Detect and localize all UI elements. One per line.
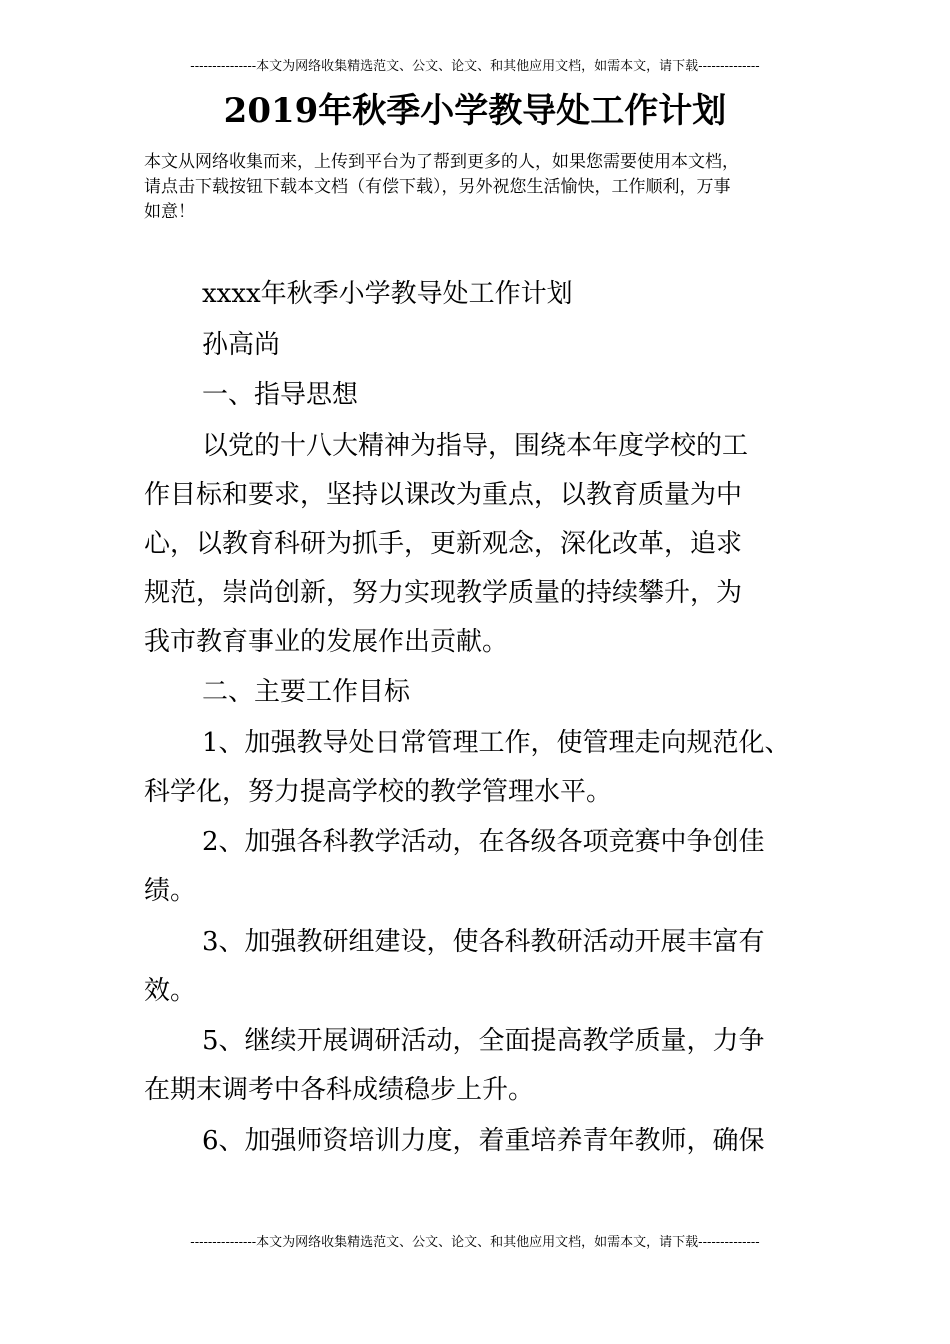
- body-line: 效。: [144, 975, 197, 1006]
- body-paragraph: [144, 818, 814, 916]
- body-line: 2、加强各科教学活动，在各级各项竞赛中争创佳: [202, 827, 765, 857]
- intro-line: 本文从网络收集而来，上传到平台为了帮到更多的人，如果您需要使用本文档，: [144, 152, 739, 172]
- body-line: 1、加强教导处日常管理工作，使管理走向规范化、: [202, 727, 791, 758]
- body-paragraph: [144, 918, 814, 1016]
- body-line: 作目标和要求，坚持以课改为重点，以教育质量为中: [144, 479, 743, 510]
- header-banner: ---------------本文为网络收集精选范文、公文、论文、和其他应用文档，如需本文，请下载--------------: [190, 59, 760, 74]
- body-line: 3、加强教研组建设，使各科教研活动开展丰富有: [202, 926, 765, 957]
- body-line: 6、加强师资培训力度，着重培养青年教师，确保: [202, 1125, 765, 1156]
- body-line: 以党的十八大精神为指导，围绕本年度学校的工: [202, 430, 749, 461]
- document-title: 2019年秋季小学教导处工作计划: [223, 91, 727, 131]
- section-heading: [144, 668, 814, 717]
- footer-banner: ---------------本文为网络收集精选范文、公文、论文、和其他应用文档，如需本文，请下载--------------: [190, 1235, 760, 1250]
- body-line: xxxx年秋季小学教导处工作计划: [202, 279, 573, 309]
- body-line: 绩。: [144, 876, 197, 906]
- body-line: 5、继续开展调研活动，全面提高教学质量，力争: [202, 1026, 765, 1056]
- body-line: 孙高尚: [202, 329, 281, 360]
- body-paragraph: [144, 422, 814, 667]
- body-line: 一、指导思想: [202, 380, 359, 410]
- author-name: [144, 321, 814, 370]
- intro-line: 如意！: [144, 202, 195, 222]
- section-heading: [144, 371, 814, 420]
- body-paragraph: [144, 1017, 814, 1115]
- intro-line: 请点击下载按钮下载本文档（有偿下载），另外祝您生活愉快，工作顺利，万事: [144, 177, 731, 197]
- intro-note: [144, 150, 814, 225]
- document-body: [144, 270, 814, 1167]
- body-line: 在期末调考中各科成绩稳步上升。: [144, 1075, 535, 1105]
- body-paragraph: [144, 270, 814, 319]
- body-paragraph: [144, 719, 814, 817]
- body-line: 心，以教育科研为抓手，更新观念，深化改革，追求: [144, 528, 743, 559]
- body-paragraph: [144, 1117, 814, 1166]
- body-line: 规范，崇尚创新，努力实现教学质量的持续攀升，为: [144, 577, 743, 608]
- body-line: 二、主要工作目标: [202, 677, 411, 707]
- body-line: 我市教育事业的发展作出贡献。: [144, 626, 509, 657]
- body-line: 科学化，努力提高学校的教学管理水平。: [144, 776, 613, 807]
